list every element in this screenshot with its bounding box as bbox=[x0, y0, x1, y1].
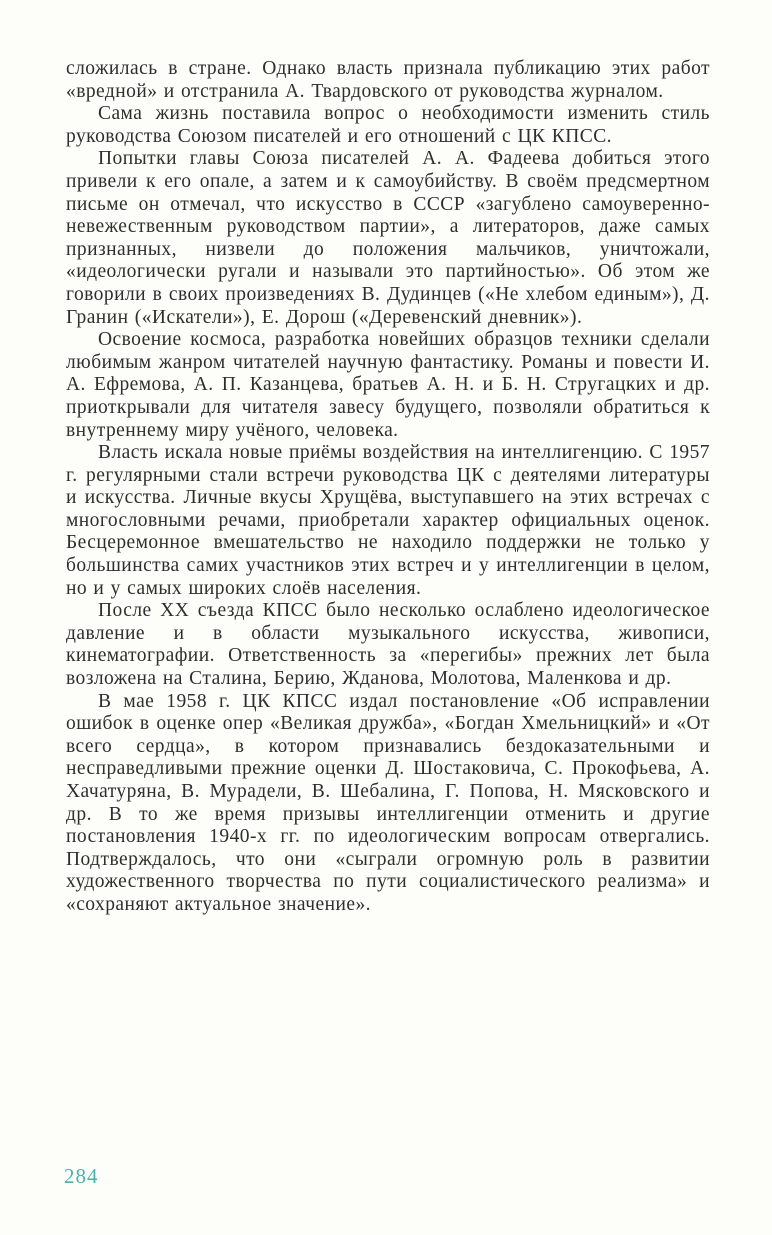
paragraph: Попытки главы Союза писателей А. А. Фадеева добиться этого привели к его опале, а затем и к самоубийству. В своём предсмертном письме он отмечал, что искусство в СССР «загублено самоуверенно-невежественным руководством партии», а литераторов, даже самых признанных, низвели до положения мальчиков, уничтожали, «идеологически ругали и называли это партийностью». Об этом же говорили в своих произведениях В. Дудинцев («Не хлебом единым»), Д. Гранин («Искатели»), Е. Дорош («Деревенский дневник»). bbox=[66, 148, 710, 328]
paragraph: Освоение космоса, разработка новейших образцов техники сделали любимым жанром читателей научную фантастику. Романы и повести И. А. Ефремова, А. П. Казанцева, братьев А. Н. и Б. Н. Стругацких и др. приоткрывали для читателя завесу будущего, позволяли обратиться к внутреннему миру учёного, человека. bbox=[66, 329, 710, 441]
paragraph: После XX съезда КПСС было несколько ослаблено идеологическое давление и в области музыкального искусства, живописи, кинематографии. Ответственность за «перегибы» прежних лет была возложена на Сталина, Берию, Жданова, Молотова, Маленкова и др. bbox=[66, 600, 710, 690]
paragraph: сложилась в стране. Однако власть признала публикацию этих работ «вредной» и отстранила А. Твардовского от руководства журналом. bbox=[66, 58, 710, 102]
paragraph: В мае 1958 г. ЦК КПСС издал постановление «Об исправлении ошибок в оценке опер «Великая дружба», «Богдан Хмельницкий» и «От всего сердца», в котором признавались бездоказательными и несправедливыми прежние оценки Д. Шостаковича, С. Прокофьева, А. Хачатуряна, В. Мурадели, В. Шебалина, Г. Попова, Н. Мясковского и др. В то же время призывы интеллигенции отменить и другие постановления 1940-х гг. по идеологическим вопросам отвергались. Подтверждалось, что они «сыграли огромную роль в развитии художественного творчества по пути социалистического реализма» и «сохраняют актуальное значение». bbox=[66, 690, 710, 915]
paragraph: Сама жизнь поставила вопрос о необходимости изменить стиль руководства Союзом писателей и его отношений с ЦК КПСС. bbox=[66, 103, 710, 147]
paragraph: Власть искала новые приёмы воздействия на интеллигенцию. С 1957 г. регулярными стали встречи руководства ЦК с деятелями литературы и искусства. Личные вкусы Хрущёва, выступавшего на этих встречах с многословными речами, приобретали характер официальных оценок. Бесцеремонное вмешательство не находило поддержки не только у большинства самих участников этих встреч и у интеллигенции в целом, но и у самых широких слоёв населения. bbox=[66, 442, 710, 599]
text-body bbox=[66, 58, 710, 917]
page-number: 284 bbox=[64, 1164, 99, 1188]
